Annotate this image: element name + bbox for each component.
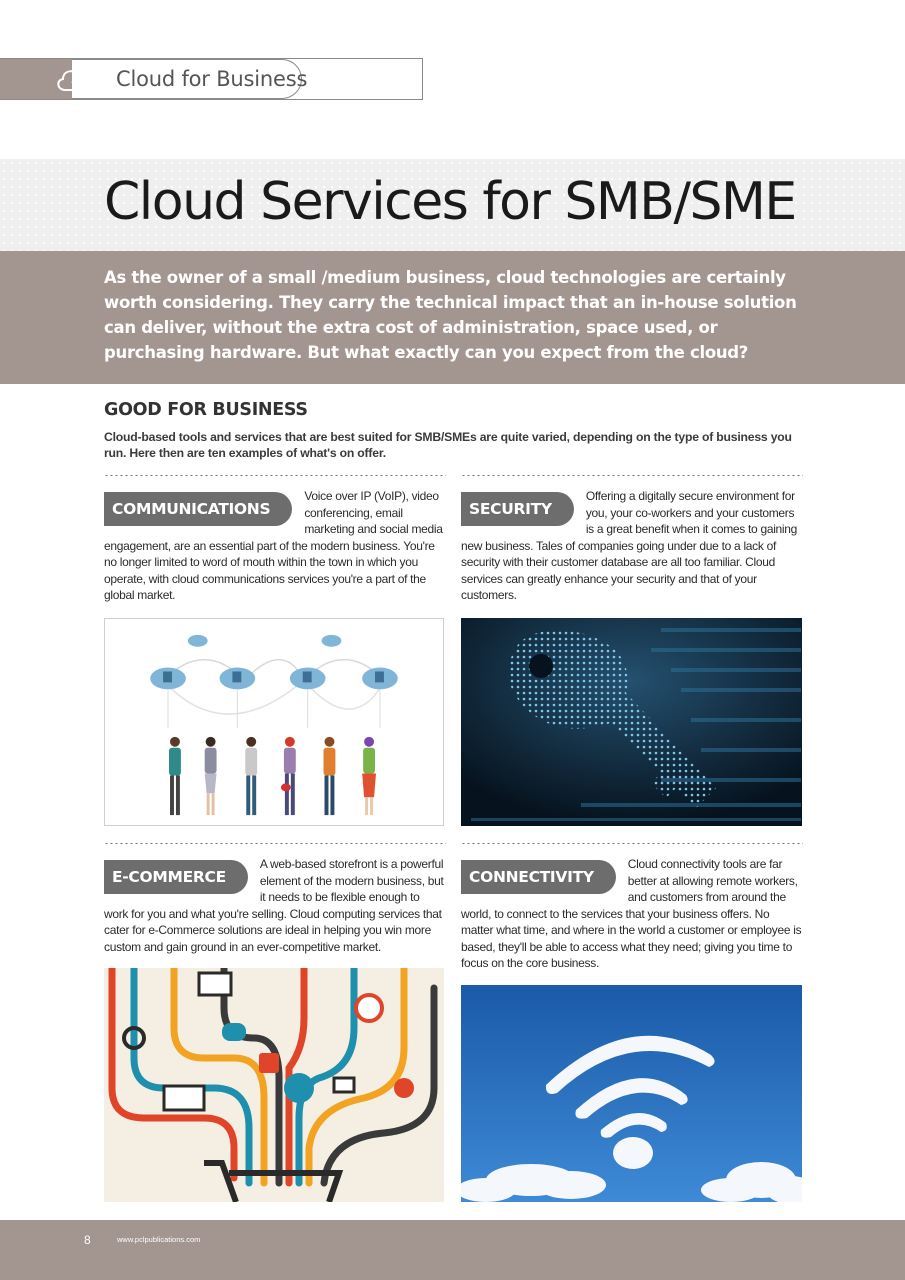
communications-badge: COMMUNICATIONS xyxy=(104,492,292,526)
ecommerce-image xyxy=(104,968,444,1202)
connectivity-text: Cloud connectivity tools are far better at allowing remote workers, and customers from around the world, to connect to the services that your business offers. No matter what time, and where in the world a customer or employee is based, they'll be able to access what they need; giving you time to focus on the core business. xyxy=(461,857,802,970)
ecommerce-text: A web-based storefront is a powerful element of the modern business, but it needs to be flexible enough to work for you and what you're selling. Cloud computing services that cater for e-Commerce solutions are ideal in helping you win more custom and gain ground in an ever-competitive market. xyxy=(104,857,444,954)
cloud-wifi-illustration xyxy=(461,985,802,1202)
section-label: Cloud for Business xyxy=(116,67,308,91)
page-title: Cloud Services for SMB/SME xyxy=(104,172,796,232)
communications-text: Voice over IP (VoIP), video conferencing, email marketing and social media engagement, are an essential part of the modern business. You're no longer limited to word of mouth within the town in which you operate, with cloud communications services you're a part of the global market. xyxy=(104,489,443,602)
footer-url: www.pclpublications.com xyxy=(117,1235,201,1244)
connectivity-section xyxy=(461,856,803,972)
communications-image xyxy=(104,618,444,826)
footer-band xyxy=(0,1220,905,1280)
intro-paragraph: As the owner of a small /medium business, cloud technologies are certainly worth considering. They carry the technical impact that an in-house solution can deliver, without the extra cost of administration, space used, or purchasing hardware. But what exactly can you expect from the cloud? xyxy=(104,268,797,362)
divider-top-right xyxy=(461,474,803,477)
security-badge: SECURITY xyxy=(461,492,574,526)
security-section xyxy=(461,488,803,604)
ecommerce-icons-illustration xyxy=(104,968,444,1202)
page-number: 8 xyxy=(84,1233,91,1247)
connectivity-image xyxy=(461,985,802,1202)
communications-section xyxy=(104,488,446,604)
ecommerce-section xyxy=(104,856,446,955)
cloud-upload-icon xyxy=(52,63,102,95)
security-text: Offering a digitally secure environment for you, your co-workers and your customers is a great benefit when it comes to gaining new business. Tales of companies going under due to a lack of security with their customer database are all too familiar. Cloud services can greatly enhance your security and that of your customers. xyxy=(461,489,798,602)
section-tab xyxy=(0,58,423,100)
security-image xyxy=(461,618,802,826)
lead-paragraph: Cloud-based tools and services that are best suited for SMB/SMEs are quite varied, depending on the type of business you run. Here then are ten examples of what's on offer. xyxy=(104,430,792,460)
subheading: GOOD FOR BUSINESS xyxy=(104,400,308,420)
people-network-illustration xyxy=(105,619,443,825)
digital-key-illustration xyxy=(461,618,802,826)
divider-top-left xyxy=(104,474,446,477)
divider-mid-right xyxy=(461,842,803,845)
ecommerce-badge: E-COMMERCE xyxy=(104,860,248,894)
connectivity-badge: CONNECTIVITY xyxy=(461,860,616,894)
divider-mid-left xyxy=(104,842,446,845)
